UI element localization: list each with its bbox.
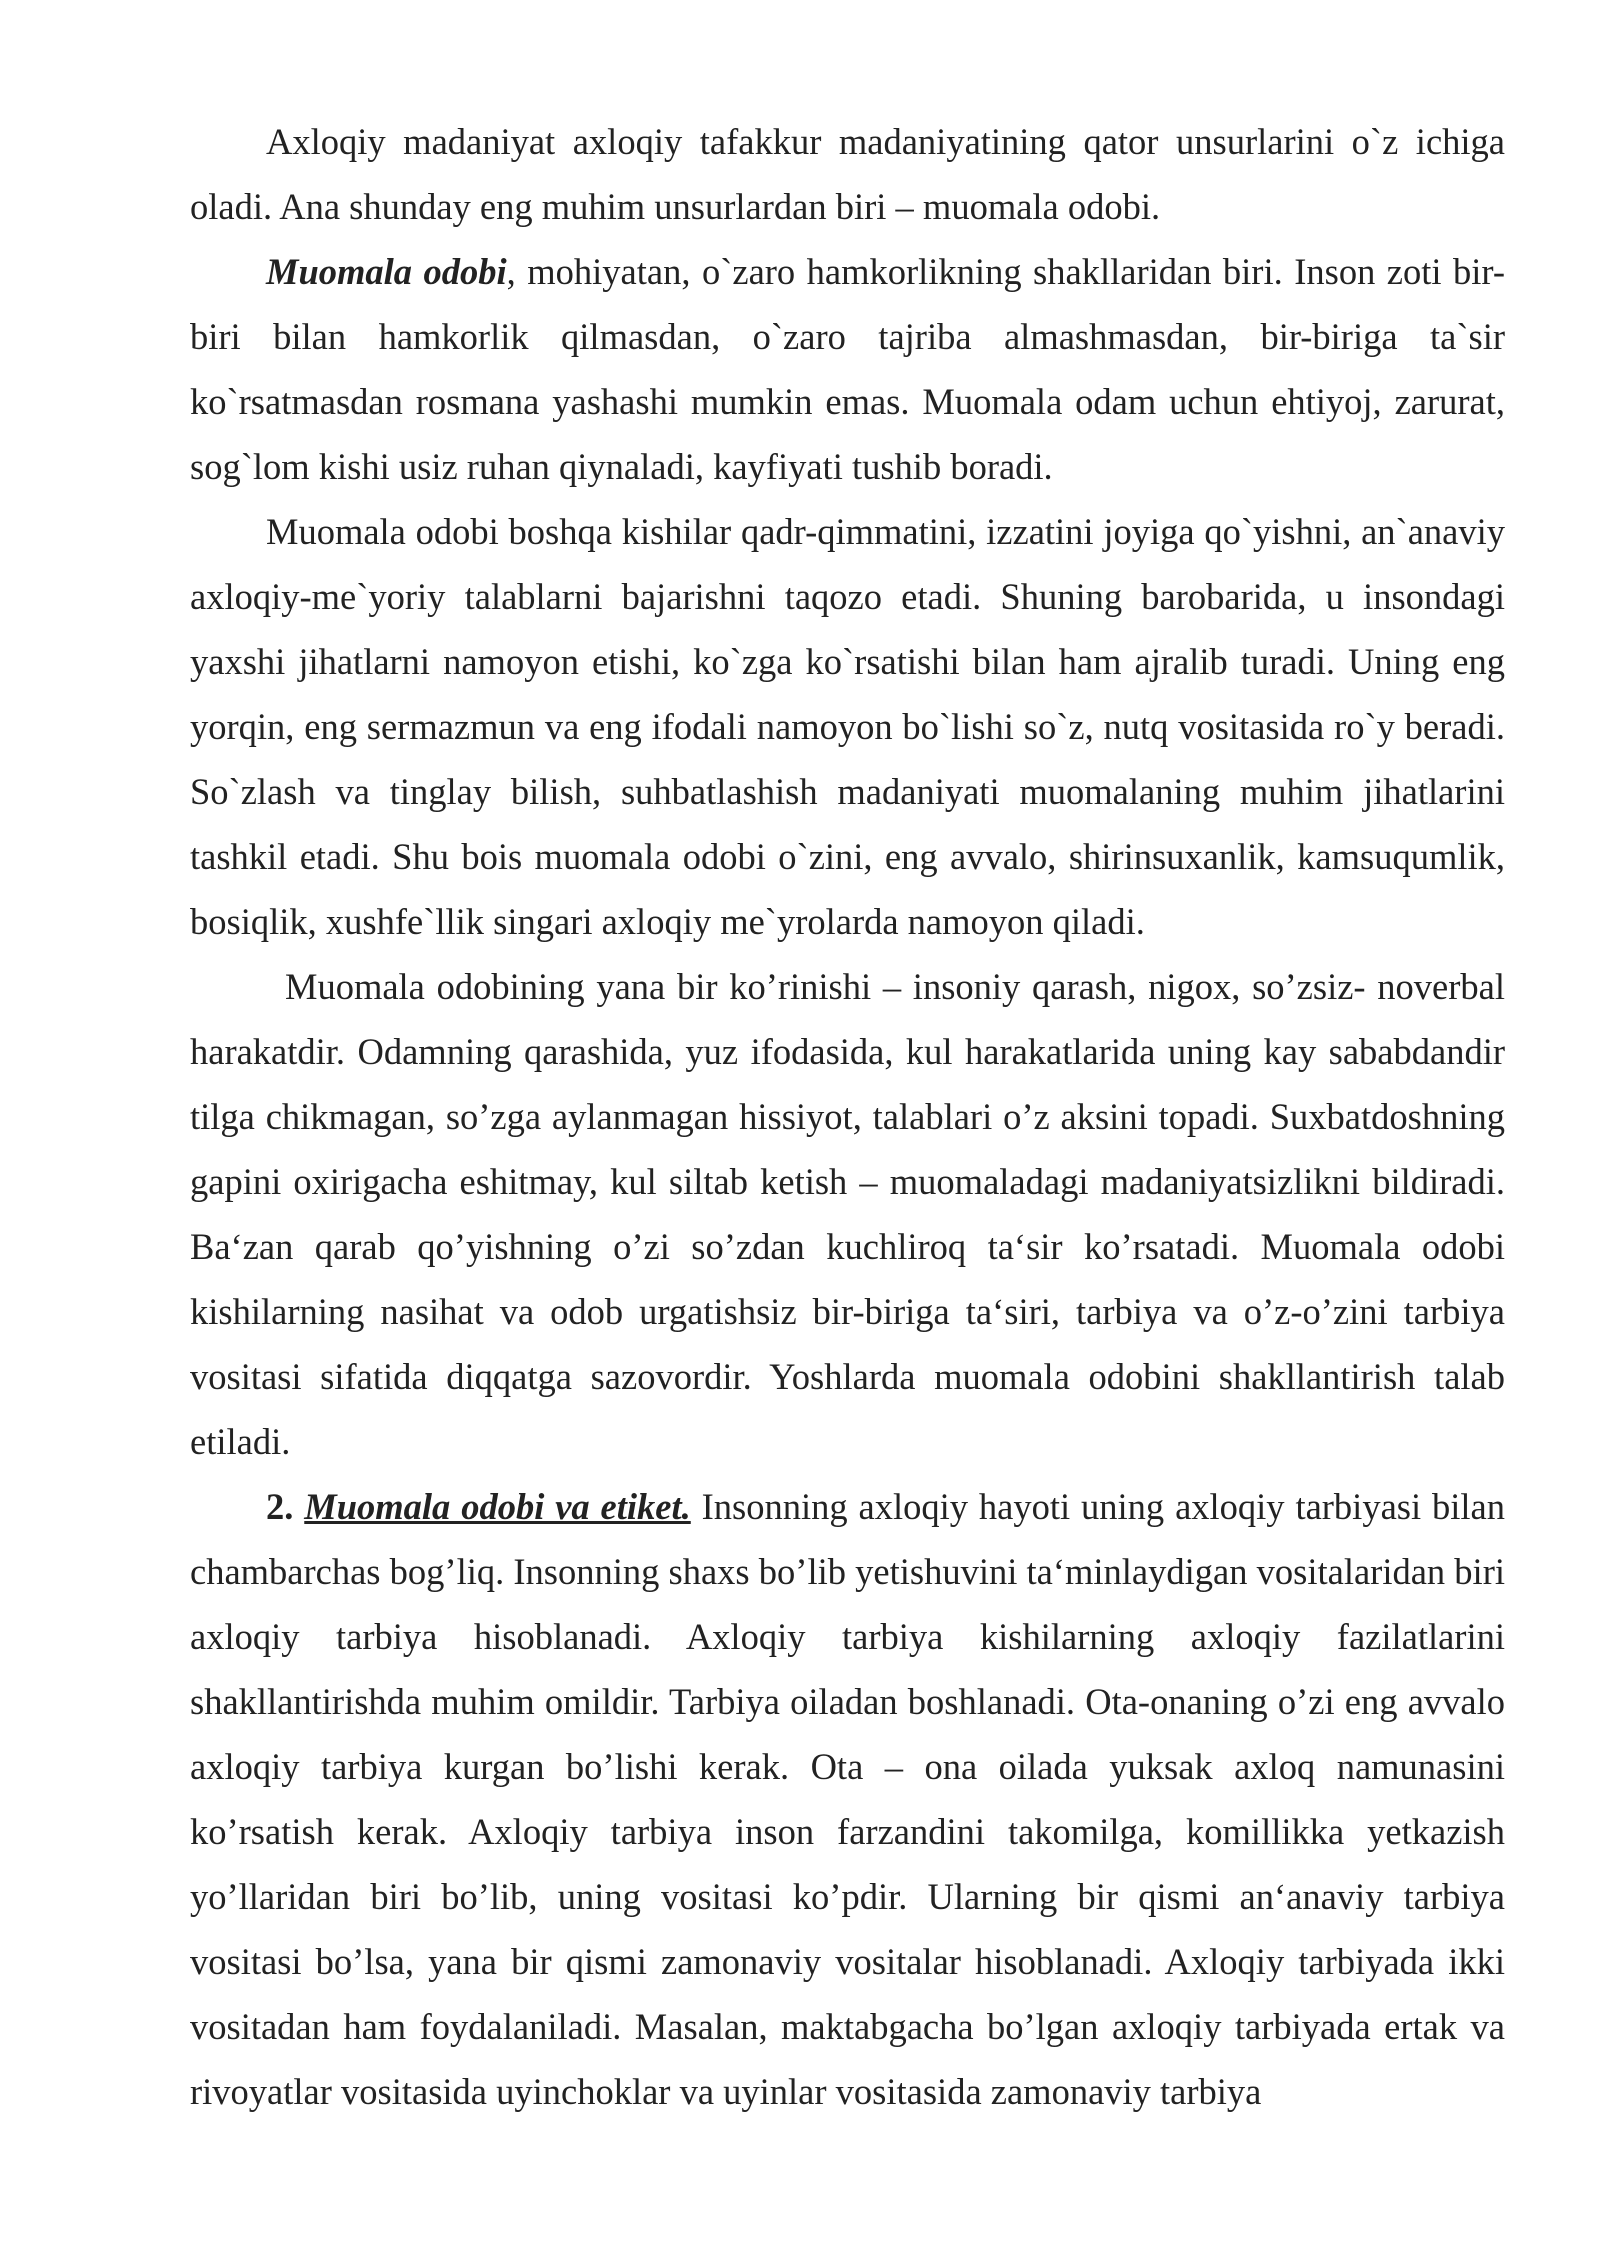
- paragraph-section-2: [190, 1474, 1505, 2124]
- document-page: [190, 109, 1505, 2124]
- term-muomala-odobi: Muomala odobi: [266, 251, 507, 292]
- section-number: 2.: [266, 1486, 294, 1527]
- paragraph-muomala-odobi-definition: [190, 239, 1505, 499]
- paragraph-muomala-odobi-talablar: Muomala odobi boshqa kishilar qadr-qimmatini, izzatini joyiga qo`yishni, an`anaviy axloqiy-me`yoriy talablarni bajarishni taqozo etadi. Shuning barobarida, u insondagi yaxshi jihatlarni namoyon etishi, ko`zga ko`rsatishi bilan ham ajralib turadi. Uning eng yorqin, eng sermazmun va eng ifodali namoyon bo`lishi so`z, nutq vositasida ro`y beradi. So`zlash va tinglay bilish, suhbatlashish madaniyati muomalaning muhim jihatlarini tashkil etadi. Shu bois muomala odobi o`zini, eng avvalo, shirinsuxanlik, kamsuqumlik, bosiqlik, xushfe`llik singari axloqiy me`yrolarda namoyon qiladi.: [190, 511, 1505, 942]
- section-2-text: Insonning axloqiy hayoti uning axloqiy tarbiyasi bilan chambarchas bog’liq. Insonning shaxs bo’lib yetishuvini ta‘minlaydigan vositalaridan biri axloqiy tarbiya hisoblanadi. Axloqiy tarbiya kishilarning axloqiy fazilatlarini shakllantirishda muhim omildir. Tarbiya oiladan boshlanadi. Ota-onaning o’zi eng avvalo axloqiy tarbiya kurgan bo’lishi kerak. Ota – ona oilada yuksak axloq namunasini ko’rsatish kerak. Axloqiy tarbiya inson farzandini takomilga, komillikka yetkazish yo’llaridan biri bo’lib, uning vositasi ko’pdir. Ularning bir qismi an‘anaviy tarbiya vositasi bo’lsa, yana bir qismi zamonaviy vositalar hisoblanadi. Axloqiy tarbiyada ikki vositadan ham foydalaniladi. Masalan, maktabgacha bo’lgan axloqiy tarbiyada ertak va rivoyatlar vositasida uyinchoklar va uyinlar vositasida zamonaviy tarbiya: [190, 1486, 1505, 2112]
- paragraph-muomala-odobi-text: , mohiyatan, o`zaro hamkorlikning shakllaridan biri. Inson zoti bir-biri bilan hamkorlik qilmasdan, o`zaro tajriba almashmasdan, bir-biriga ta`sir ko`rsatmasdan rosmana yashashi mumkin emas. Muomala odam uchun ehtiyoj, zarurat, sog`lom kishi usiz ruhan qiynaladi, kayfiyati tushib boradi.: [190, 251, 1505, 487]
- paragraph-axloqiy-madaniyat: Axloqiy madaniyat axloqiy tafakkur madaniyatining qator unsurlarini o`z ichiga oladi. Ana shunday eng muhim unsurlardan biri – muomala odobi.: [190, 121, 1505, 227]
- section-title: Muomala odobi va etiket.: [304, 1486, 691, 1527]
- paragraph-noverbal-muomala: Muomala odobining yana bir ko’rinishi – insoniy qarash, nigox, so’zsiz- noverbal harakatdir. Odamning qarashida, yuz ifodasida, kul harakatlarida uning kay sababdandir tilga chikmagan, so’zga aylanmagan hissiyot, talablari o’z aksini topadi. Suxbatdoshning gapini oxirigacha eshitmay, kul siltab ketish – muomaladagi madaniyatsizlikni bildiradi. Ba‘zan qarab qo’yishning o’zi so’zdan kuchliroq ta‘sir ko’rsatadi. Muomala odobi kishilarning nasihat va odob urgatishsiz bir-biriga ta‘siri, tarbiya va o’z-o’zini tarbiya vositasi sifatida diqqatga sazovordir. Yoshlarda muomala odobini shakllantirish talab etiladi.: [190, 966, 1505, 1462]
